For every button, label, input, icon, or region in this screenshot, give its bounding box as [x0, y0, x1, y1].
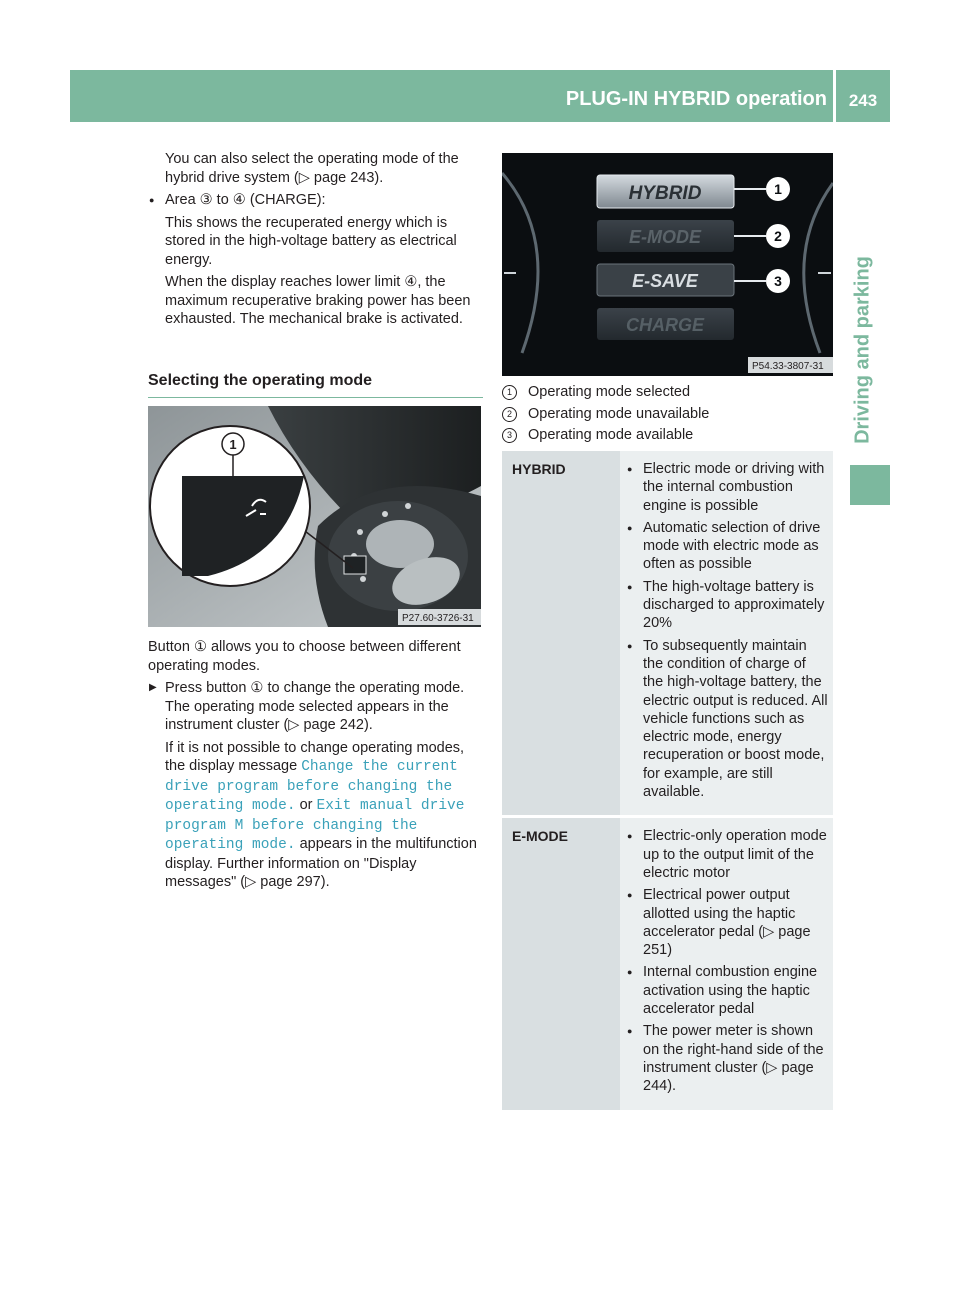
- mode-table: [502, 451, 833, 1110]
- list-item: ● Automatic selection of drive mode with electric mode as often as possible: [626, 519, 829, 574]
- selected-result: The operating mode selected appears in the instrument cluster (▷ page 242).: [165, 698, 449, 733]
- page-number: 243: [836, 70, 890, 122]
- section-heading-wrap: [148, 372, 483, 390]
- console-illustration: [148, 406, 481, 627]
- side-marker: [850, 465, 890, 505]
- side-tab: [836, 250, 890, 450]
- list-item: ● Electric-only operation mode up to the output limit of the electric motor: [626, 827, 829, 882]
- legend-text: Operating mode available: [528, 427, 694, 443]
- console-photo: [148, 406, 481, 627]
- display-message-2: Exit manual drive program M before changing the operating mode.: [165, 798, 465, 853]
- heading-rule: [148, 397, 483, 398]
- press-instruction: ▶ Press button ① to change the operating mode.: [165, 680, 465, 696]
- list-item: ● Internal combustion engine activation using the haptic accelerator pedal: [626, 963, 829, 1018]
- cluster-callout-1: 1: [774, 181, 782, 197]
- mode-emode: E-MODE: [629, 227, 701, 247]
- display-message-1: Change the current drive program before changing the operating mode.: [165, 759, 458, 814]
- page-title: PLUG-IN HYBRID operation: [565, 88, 827, 110]
- left-column-top: [148, 150, 483, 333]
- intro-text: You can also select the operating mode of the hybrid drive system (▷ page 243).: [165, 151, 459, 186]
- legend-item: [502, 425, 833, 447]
- area-description: This shows the recuperated energy which is stored in the high-voltage battery as electrical energy.: [165, 214, 457, 268]
- cluster-code: P54.33-3807-31: [752, 361, 824, 372]
- table-value-hybrid: [620, 451, 833, 815]
- table-key-hybrid: HYBRID: [502, 451, 620, 815]
- section-heading: Selecting the operating mode: [148, 372, 373, 389]
- list-item: ● Electric mode or driving with the internal combustion engine is possible: [626, 460, 829, 515]
- not-possible-text: If it is not possible to change operating modes, the display message: [165, 739, 465, 774]
- legend: [502, 382, 833, 447]
- legend-number: 1: [502, 385, 517, 400]
- left-column-bottom: [148, 638, 483, 896]
- appears-text: appears in the multifunction display. Further information on "Display messages" (▷ page 297).: [165, 836, 477, 890]
- mode-hybrid: HYBRID: [628, 183, 702, 204]
- instruction-step: [148, 679, 483, 892]
- legend-number: 2: [502, 407, 517, 422]
- side-tab-label: Driving and parking: [851, 256, 874, 444]
- button-description: Button ① allows you to choose between different operating modes.: [148, 639, 461, 674]
- mode-esave: E-SAVE: [632, 271, 698, 291]
- list-item: ● The high-voltage battery is discharged to approximately 20%: [626, 578, 829, 633]
- message-paragraph: [165, 739, 483, 892]
- instrument-cluster-image: [502, 153, 833, 376]
- cluster-callout-3: 3: [774, 273, 782, 289]
- legend-text: Operating mode unavailable: [528, 405, 710, 422]
- cluster-callout-2: 2: [774, 228, 782, 244]
- table-key-emode: E-MODE: [502, 818, 620, 1109]
- list-item: ● To subsequently maintain the condition of charge of the high-voltage battery, the electric output is reduced. All vehicle functions such as electric mode, energy recuperation or boost mode, for example, are still available.: [626, 637, 829, 802]
- or-word: or: [299, 797, 313, 813]
- legend-item: [502, 382, 833, 404]
- table-value-emode: [620, 818, 833, 1109]
- area-limit: When the display reaches lower limit ④, the maximum recuperative braking power has been exhausted. The mechanical brake is activated.: [165, 274, 471, 327]
- legend-text: Operating mode selected: [528, 384, 691, 400]
- mode-charge: CHARGE: [625, 315, 705, 335]
- photo-callout-1: 1: [229, 437, 237, 452]
- cluster-illustration: [502, 153, 833, 376]
- table-row: [502, 818, 833, 1109]
- photo-code: P27.60-3726-31: [402, 613, 474, 624]
- area-bullet: ● Area ③ to ④ (CHARGE):: [148, 191, 483, 210]
- table-row: [502, 451, 833, 815]
- list-item: ● Electrical power output allotted using the haptic accelerator pedal (▷ page 251): [626, 886, 829, 959]
- list-item: ● The power meter is shown on the right-hand side of the instrument cluster (▷ page 244).: [626, 1022, 829, 1095]
- legend-number: 3: [502, 428, 517, 443]
- legend-item: [502, 404, 833, 426]
